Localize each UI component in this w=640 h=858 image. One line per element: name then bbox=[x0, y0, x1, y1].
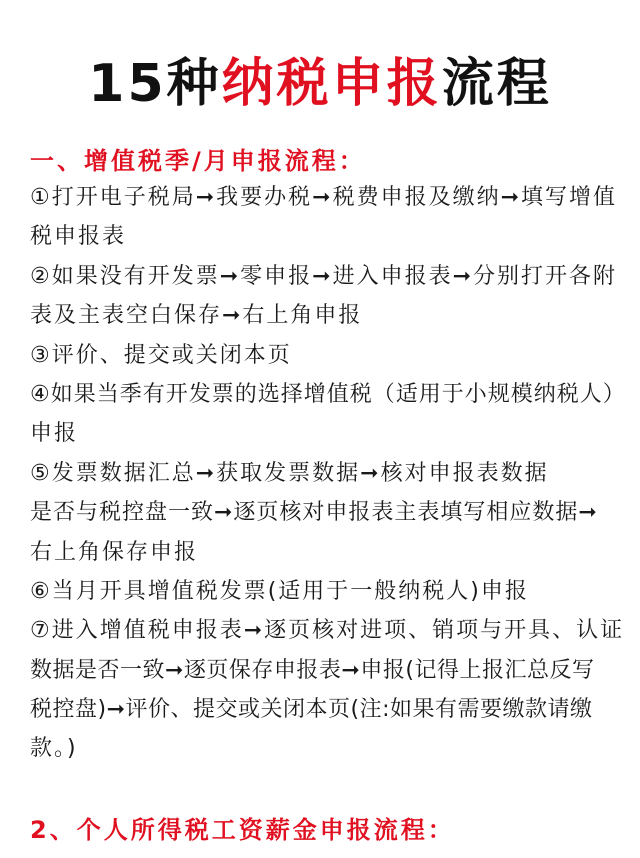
text-line: ①打开电子税局➞我要办税➞税费申报及缴纳➞填写增值 bbox=[30, 185, 618, 210]
text-line: 款。) bbox=[30, 736, 78, 762]
text-line: ⑤发票数据汇总➞获取发票数据➞核对申报表数据 bbox=[30, 460, 549, 486]
text-line: ⑦进入增值税申报表➞逐页核对进项、销项与开具、认证 bbox=[30, 618, 625, 644]
section2-heading: 2、个人所得税工资薪金申报流程： bbox=[30, 816, 455, 844]
page-title bbox=[0, 52, 640, 116]
text-line: ⑥当月开具增值税发票(适用于一般纳税人)申报 bbox=[30, 578, 529, 604]
text-line: 是否与税控盘一致➞逐页核对申报表主表填写相应数据➞ bbox=[30, 500, 598, 526]
section1-heading: 一、增值税季/月申报流程： bbox=[30, 147, 366, 175]
text-line: 右上角保存申报 bbox=[30, 539, 199, 565]
title-prefix: 15种 bbox=[88, 54, 222, 114]
title-suffix: 流程 bbox=[441, 54, 552, 114]
text-line: 申报 bbox=[30, 421, 79, 447]
text-line: ④如果当季有开发票的选择增值税（适用于小规模纳税人） bbox=[30, 381, 626, 407]
text-line: 数据是否一致➞逐页保存申报表➞申报(记得上报汇总反写 bbox=[30, 657, 595, 683]
text-line: ②如果没有开发票➞零申报➞进入申报表➞分别打开各附 bbox=[30, 263, 618, 289]
text-line: 税申报表 bbox=[30, 224, 127, 250]
section1-body bbox=[30, 178, 630, 769]
text-line: 税控盘)➞评价、提交或关闭本页(注:如果有需要缴款请缴 bbox=[30, 697, 593, 723]
text-line: 表及主表空白保存➞右上角申报 bbox=[30, 303, 363, 329]
text-line: ③评价、提交或关闭本页 bbox=[30, 342, 292, 368]
title-highlight: 纳税申报 bbox=[221, 54, 442, 114]
